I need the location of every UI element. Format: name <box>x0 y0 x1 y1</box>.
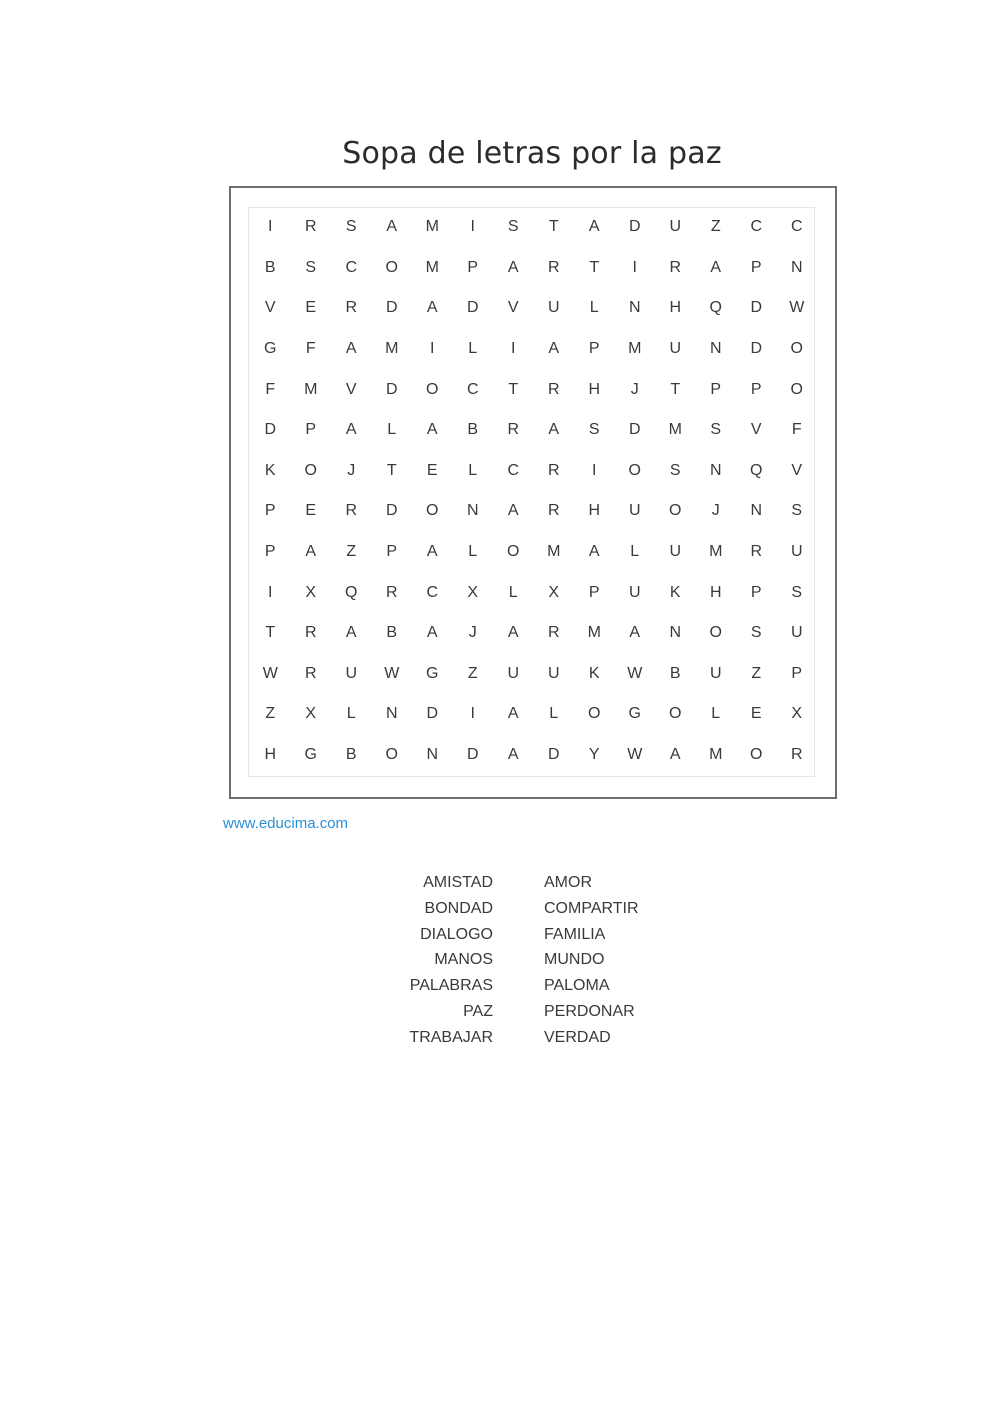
grid-cell: D <box>466 299 479 317</box>
grid-cell: R <box>790 746 803 764</box>
grid-cell: F <box>265 380 276 398</box>
grid-cell: N <box>790 258 803 276</box>
grid-cell: M <box>304 380 318 398</box>
grid-cell: C <box>345 258 358 276</box>
word-list-item: AMOR <box>544 874 592 891</box>
grid-cell: G <box>264 340 277 358</box>
grid-cell: L <box>711 705 721 723</box>
word-list-item: PERDONAR <box>544 1002 635 1020</box>
grid-cell: O <box>385 258 398 276</box>
grid-cell: O <box>507 543 520 561</box>
grid-cell: S <box>710 421 722 439</box>
word-list-item: PALOMA <box>544 977 610 995</box>
grid-cell: L <box>387 421 397 439</box>
grid-cell: L <box>589 299 599 317</box>
grid-cell: A <box>507 746 519 764</box>
grid-cell: B <box>386 624 398 642</box>
grid-cell: M <box>709 543 723 561</box>
grid-cell: L <box>468 461 478 479</box>
grid-cell: Z <box>751 664 762 682</box>
grid-cell: S <box>750 624 762 642</box>
grid-cell: L <box>468 543 478 561</box>
grid-cell: D <box>628 421 641 439</box>
grid-cell: O <box>385 746 398 764</box>
grid-cell: A <box>548 340 560 358</box>
grid-cell: R <box>547 502 560 520</box>
grid-cell: W <box>627 746 643 764</box>
grid-cell: P <box>467 258 479 276</box>
grid-cell: D <box>547 746 560 764</box>
grid-cell: N <box>669 624 682 642</box>
grid-cell: D <box>750 299 763 317</box>
grid-cell: A <box>426 543 438 561</box>
grid-cell: U <box>507 664 520 682</box>
grid-cell: A <box>426 421 438 439</box>
grid-cell: B <box>467 421 479 439</box>
word-list-item: MUNDO <box>544 951 605 969</box>
grid-cell: U <box>669 218 682 236</box>
grid-cell: O <box>790 380 803 398</box>
grid-cell: M <box>668 421 682 439</box>
page-title: Sopa de letras por la paz <box>342 136 722 171</box>
grid-cell: F <box>305 340 316 358</box>
grid-cell: R <box>304 664 317 682</box>
grid-cell: J <box>711 502 720 520</box>
grid-cell: M <box>547 543 561 561</box>
grid-cell: H <box>588 502 601 520</box>
grid-cell: S <box>305 258 317 276</box>
grid-cell: T <box>386 461 397 479</box>
grid-cell: P <box>750 583 762 601</box>
grid-cell: O <box>790 340 803 358</box>
grid-cell: R <box>750 543 763 561</box>
grid-cell: A <box>426 624 438 642</box>
grid-cell: J <box>468 624 477 642</box>
grid-cell: U <box>345 664 358 682</box>
grid-cell: P <box>750 258 762 276</box>
grid-cell: E <box>305 502 317 520</box>
grid-cell: R <box>547 258 560 276</box>
grid-cell: P <box>588 583 600 601</box>
grid-cell: S <box>345 218 357 236</box>
grid-cell: O <box>669 502 682 520</box>
word-list-item: AMISTAD <box>423 874 493 891</box>
grid-cell: C <box>750 218 763 236</box>
grid-cell: K <box>588 664 600 682</box>
grid-cell: C <box>466 380 479 398</box>
grid-cell: A <box>588 218 600 236</box>
grid-cell: D <box>264 421 277 439</box>
grid-cell: R <box>304 218 317 236</box>
word-list-item: BONDAD <box>424 899 493 917</box>
grid-cell: M <box>709 746 723 764</box>
grid-cell: N <box>466 502 479 520</box>
grid-cell: K <box>669 583 681 601</box>
grid-cell: T <box>265 624 276 642</box>
grid-cell: T <box>508 380 519 398</box>
grid-cell: D <box>466 746 479 764</box>
grid-cell: U <box>547 664 560 682</box>
grid-cell: S <box>588 421 600 439</box>
grid-cell: A <box>507 624 519 642</box>
word-list-left <box>373 870 493 1051</box>
grid-cell: A <box>305 543 317 561</box>
grid-cell: A <box>345 624 357 642</box>
grid-cell: I <box>592 461 597 479</box>
grid-cell: A <box>507 705 519 723</box>
grid-cell: M <box>425 258 439 276</box>
word-list-item: MANOS <box>434 951 493 969</box>
website-link[interactable]: www.educima.com <box>223 815 349 832</box>
grid-cell: I <box>268 583 273 601</box>
grid-cell: T <box>670 380 681 398</box>
word-list-item: PALABRAS <box>409 977 493 995</box>
grid-cell: N <box>628 299 641 317</box>
grid-cell: O <box>669 705 682 723</box>
grid-cell: U <box>628 583 641 601</box>
grid-cell: A <box>507 258 519 276</box>
grid-cell: S <box>791 583 803 601</box>
grid-cell: U <box>790 543 803 561</box>
grid-cell: P <box>750 380 762 398</box>
grid-cell: V <box>345 380 357 398</box>
grid-cell: U <box>669 543 682 561</box>
grid-cell: R <box>547 380 560 398</box>
grid-cell: R <box>385 583 398 601</box>
word-list-item: TRABAJAR <box>409 1028 493 1046</box>
grid-cell: M <box>628 340 642 358</box>
grid-cell: P <box>710 380 722 398</box>
grid-cell: D <box>385 380 398 398</box>
grid-cell: L <box>549 705 559 723</box>
grid-cell: A <box>345 340 357 358</box>
grid-cell: M <box>587 624 601 642</box>
grid-cell: U <box>709 664 722 682</box>
grid-cell: R <box>304 624 317 642</box>
grid-cell: O <box>628 461 641 479</box>
grid-cell: O <box>426 380 439 398</box>
grid-cell: L <box>346 705 356 723</box>
grid-cell: J <box>347 461 356 479</box>
grid-cell: A <box>345 421 357 439</box>
grid-cell: Z <box>467 664 478 682</box>
grid-cell: N <box>709 340 722 358</box>
grid-cell: R <box>547 624 560 642</box>
grid-cell: A <box>588 543 600 561</box>
grid-cell: R <box>345 502 358 520</box>
grid-cell: P <box>264 543 276 561</box>
grid-cell: U <box>628 502 641 520</box>
word-list-right <box>544 870 684 1051</box>
grid-cell: X <box>791 705 803 723</box>
grid-cell: I <box>430 340 435 358</box>
grid-cell: D <box>628 218 641 236</box>
grid-cell: N <box>426 746 439 764</box>
grid-cell: H <box>709 583 722 601</box>
grid-cell: P <box>791 664 803 682</box>
grid-cell: V <box>791 461 803 479</box>
grid-cell: M <box>385 340 399 358</box>
grid-cell: A <box>710 258 722 276</box>
grid-cell: A <box>629 624 641 642</box>
grid-cell: W <box>384 664 400 682</box>
grid-cell: H <box>588 380 601 398</box>
grid-cell: O <box>588 705 601 723</box>
grid-cell: A <box>669 746 681 764</box>
grid-cell: A <box>386 218 398 236</box>
grid-cell: O <box>750 746 763 764</box>
grid-cell: R <box>507 421 520 439</box>
grid-cell: D <box>750 340 763 358</box>
grid-cell: L <box>630 543 640 561</box>
grid-cell: E <box>750 705 762 723</box>
grid-cell: M <box>425 218 439 236</box>
grid-cell: C <box>790 218 803 236</box>
grid-cell: G <box>426 664 439 682</box>
grid-cell: S <box>791 502 803 520</box>
grid-cell: Q <box>750 461 763 479</box>
grid-cell: P <box>305 421 317 439</box>
grid-cell: Q <box>345 583 358 601</box>
grid-cell: Z <box>265 705 276 723</box>
grid-cell: B <box>345 746 357 764</box>
grid-cell: E <box>305 299 317 317</box>
grid-cell: R <box>669 258 682 276</box>
grid-cell: W <box>627 664 643 682</box>
word-list-item: COMPARTIR <box>544 899 639 917</box>
grid-cell: R <box>345 299 358 317</box>
grid-cell: V <box>750 421 762 439</box>
grid-cell: D <box>385 299 398 317</box>
grid-cell: O <box>304 461 317 479</box>
grid-cell: T <box>589 258 600 276</box>
grid-cell: X <box>305 583 317 601</box>
grid-cell: X <box>548 583 560 601</box>
grid-cell: U <box>790 624 803 642</box>
letter-grid <box>250 207 816 775</box>
grid-cell: W <box>789 299 805 317</box>
grid-cell: D <box>385 502 398 520</box>
grid-cell: P <box>264 502 276 520</box>
grid-cell: V <box>507 299 519 317</box>
grid-cell: G <box>304 746 317 764</box>
grid-cell: B <box>264 258 276 276</box>
word-list-item: VERDAD <box>544 1028 611 1046</box>
grid-cell: C <box>507 461 520 479</box>
grid-cell: H <box>264 746 277 764</box>
grid-cell: N <box>709 461 722 479</box>
word-list-item: FAMILIA <box>544 925 606 943</box>
grid-cell: X <box>467 583 479 601</box>
grid-cell: I <box>632 258 637 276</box>
grid-cell: K <box>264 461 276 479</box>
grid-cell: Y <box>588 746 600 764</box>
grid-cell: D <box>426 705 439 723</box>
grid-cell: I <box>470 705 475 723</box>
grid-cell: I <box>470 218 475 236</box>
grid-cell: V <box>264 299 276 317</box>
grid-cell: J <box>630 380 639 398</box>
grid-cell: C <box>426 583 439 601</box>
grid-cell: L <box>468 340 478 358</box>
grid-cell: P <box>386 543 398 561</box>
word-list-item: PAZ <box>463 1002 493 1020</box>
grid-cell: I <box>268 218 273 236</box>
grid-cell: O <box>426 502 439 520</box>
grid-cell: L <box>508 583 518 601</box>
grid-cell: O <box>709 624 722 642</box>
grid-cell: U <box>669 340 682 358</box>
grid-cell: G <box>628 705 641 723</box>
grid-cell: N <box>385 705 398 723</box>
word-list-item: DIALOGO <box>420 925 493 943</box>
grid-cell: A <box>426 299 438 317</box>
grid-cell: B <box>669 664 681 682</box>
grid-cell: A <box>507 502 519 520</box>
grid-cell: A <box>548 421 560 439</box>
grid-cell: R <box>547 461 560 479</box>
grid-cell: T <box>548 218 559 236</box>
grid-cell: Q <box>709 299 722 317</box>
grid-cell: U <box>547 299 560 317</box>
grid-cell: W <box>262 664 278 682</box>
grid-cell: I <box>511 340 516 358</box>
grid-cell: S <box>669 461 681 479</box>
grid-cell: P <box>588 340 600 358</box>
grid-cell: F <box>791 421 802 439</box>
grid-cell: S <box>507 218 519 236</box>
grid-cell: E <box>426 461 438 479</box>
grid-cell: Z <box>346 543 357 561</box>
grid-cell: Z <box>710 218 721 236</box>
grid-cell: N <box>750 502 763 520</box>
grid-cell: X <box>305 705 317 723</box>
grid-cell: H <box>669 299 682 317</box>
